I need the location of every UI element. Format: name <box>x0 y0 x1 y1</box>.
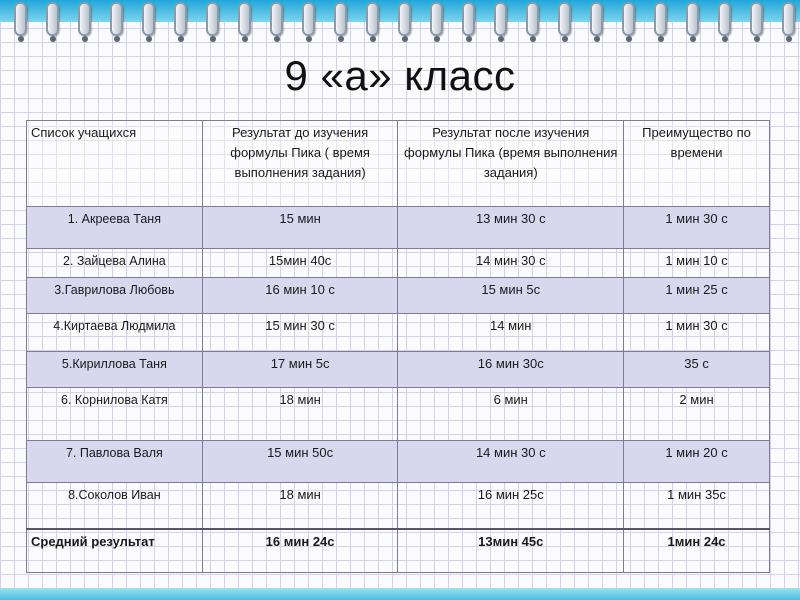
time-after: 14 мин 30 с <box>398 441 624 483</box>
binding-ring <box>462 2 475 36</box>
student-name: 4.Киртаева Людмила <box>27 314 203 352</box>
header-students: Список учащихся <box>27 121 203 207</box>
binding-ring <box>334 2 347 36</box>
table-row <box>27 483 770 529</box>
student-name: 8.Соколов Иван <box>27 483 203 529</box>
binding-ring <box>686 2 699 36</box>
binding-ring <box>718 2 731 36</box>
table-row <box>27 388 770 441</box>
table-row <box>27 441 770 483</box>
student-name: 1. Акреева Таня <box>27 207 203 249</box>
student-name: 5.Кириллова Таня <box>27 352 203 388</box>
table-row <box>27 278 770 314</box>
binding-ring <box>430 2 443 36</box>
binding-ring <box>270 2 283 36</box>
time-advantage: 2 мин <box>624 388 770 441</box>
binding-ring <box>654 2 667 36</box>
binding-ring <box>174 2 187 36</box>
time-before: 15мин 40с <box>202 249 398 278</box>
binding-ring <box>558 2 571 36</box>
results-table <box>26 120 770 573</box>
binding-ring <box>366 2 379 36</box>
time-advantage: 1 мин 30 с <box>624 314 770 352</box>
time-after: 14 мин <box>398 314 624 352</box>
time-advantage: 35 с <box>624 352 770 388</box>
binding-ring <box>494 2 507 36</box>
table-row <box>27 314 770 352</box>
spiral-binding <box>0 0 800 44</box>
time-advantage: 1 мин 25 с <box>624 278 770 314</box>
time-before: 15 мин 50с <box>202 441 398 483</box>
binding-ring <box>142 2 155 36</box>
time-before: 18 мин <box>202 388 398 441</box>
header-advantage: Преимущество по времени <box>624 121 770 207</box>
time-after: 13 мин 30 с <box>398 207 624 249</box>
binding-ring <box>526 2 539 36</box>
page-title: 9 «а» класс <box>284 52 516 99</box>
table-row <box>27 249 770 278</box>
time-after: 6 мин <box>398 388 624 441</box>
summary-before: 16 мин 24с <box>202 529 398 573</box>
header-before: Результат до изучения формулы Пика ( время выполнения задания) <box>202 121 398 207</box>
binding-ring <box>782 2 795 36</box>
time-before: 17 мин 5с <box>202 352 398 388</box>
header-after: Результат после изучения формулы Пика (время выполнения задания) <box>398 121 624 207</box>
binding-ring <box>622 2 635 36</box>
binding-ring <box>14 2 27 36</box>
student-name: 3.Гаврилова Любовь <box>27 278 203 314</box>
time-after: 15 мин 5с <box>398 278 624 314</box>
summary-after: 13мин 45с <box>398 529 624 573</box>
binding-ring <box>46 2 59 36</box>
table-row <box>27 207 770 249</box>
student-name: 2. Зайцева Алина <box>27 249 203 278</box>
time-after: 16 мин 25с <box>398 483 624 529</box>
binding-ring <box>78 2 91 36</box>
time-before: 15 мин 30 с <box>202 314 398 352</box>
binding-ring <box>238 2 251 36</box>
time-before: 18 мин <box>202 483 398 529</box>
time-after: 14 мин 30 с <box>398 249 624 278</box>
time-before: 15 мин <box>202 207 398 249</box>
table-row <box>27 352 770 388</box>
summary-row <box>27 529 770 573</box>
binding-ring <box>590 2 603 36</box>
student-name: 7. Павлова Валя <box>27 441 203 483</box>
summary-label: Средний результат <box>27 529 203 573</box>
time-advantage: 1 мин 30 с <box>624 207 770 249</box>
time-advantage: 1 мин 35с <box>624 483 770 529</box>
binding-ring <box>398 2 411 36</box>
time-advantage: 1 мин 20 с <box>624 441 770 483</box>
binding-ring <box>302 2 315 36</box>
table-header-row <box>27 121 770 207</box>
bottom-decor-band <box>0 588 800 600</box>
time-advantage: 1 мин 10 с <box>624 249 770 278</box>
summary-advantage: 1мин 24с <box>624 529 770 573</box>
binding-ring <box>750 2 763 36</box>
student-name: 6. Корнилова Катя <box>27 388 203 441</box>
time-before: 16 мин 10 с <box>202 278 398 314</box>
binding-ring <box>110 2 123 36</box>
binding-ring <box>206 2 219 36</box>
time-after: 16 мин 30с <box>398 352 624 388</box>
